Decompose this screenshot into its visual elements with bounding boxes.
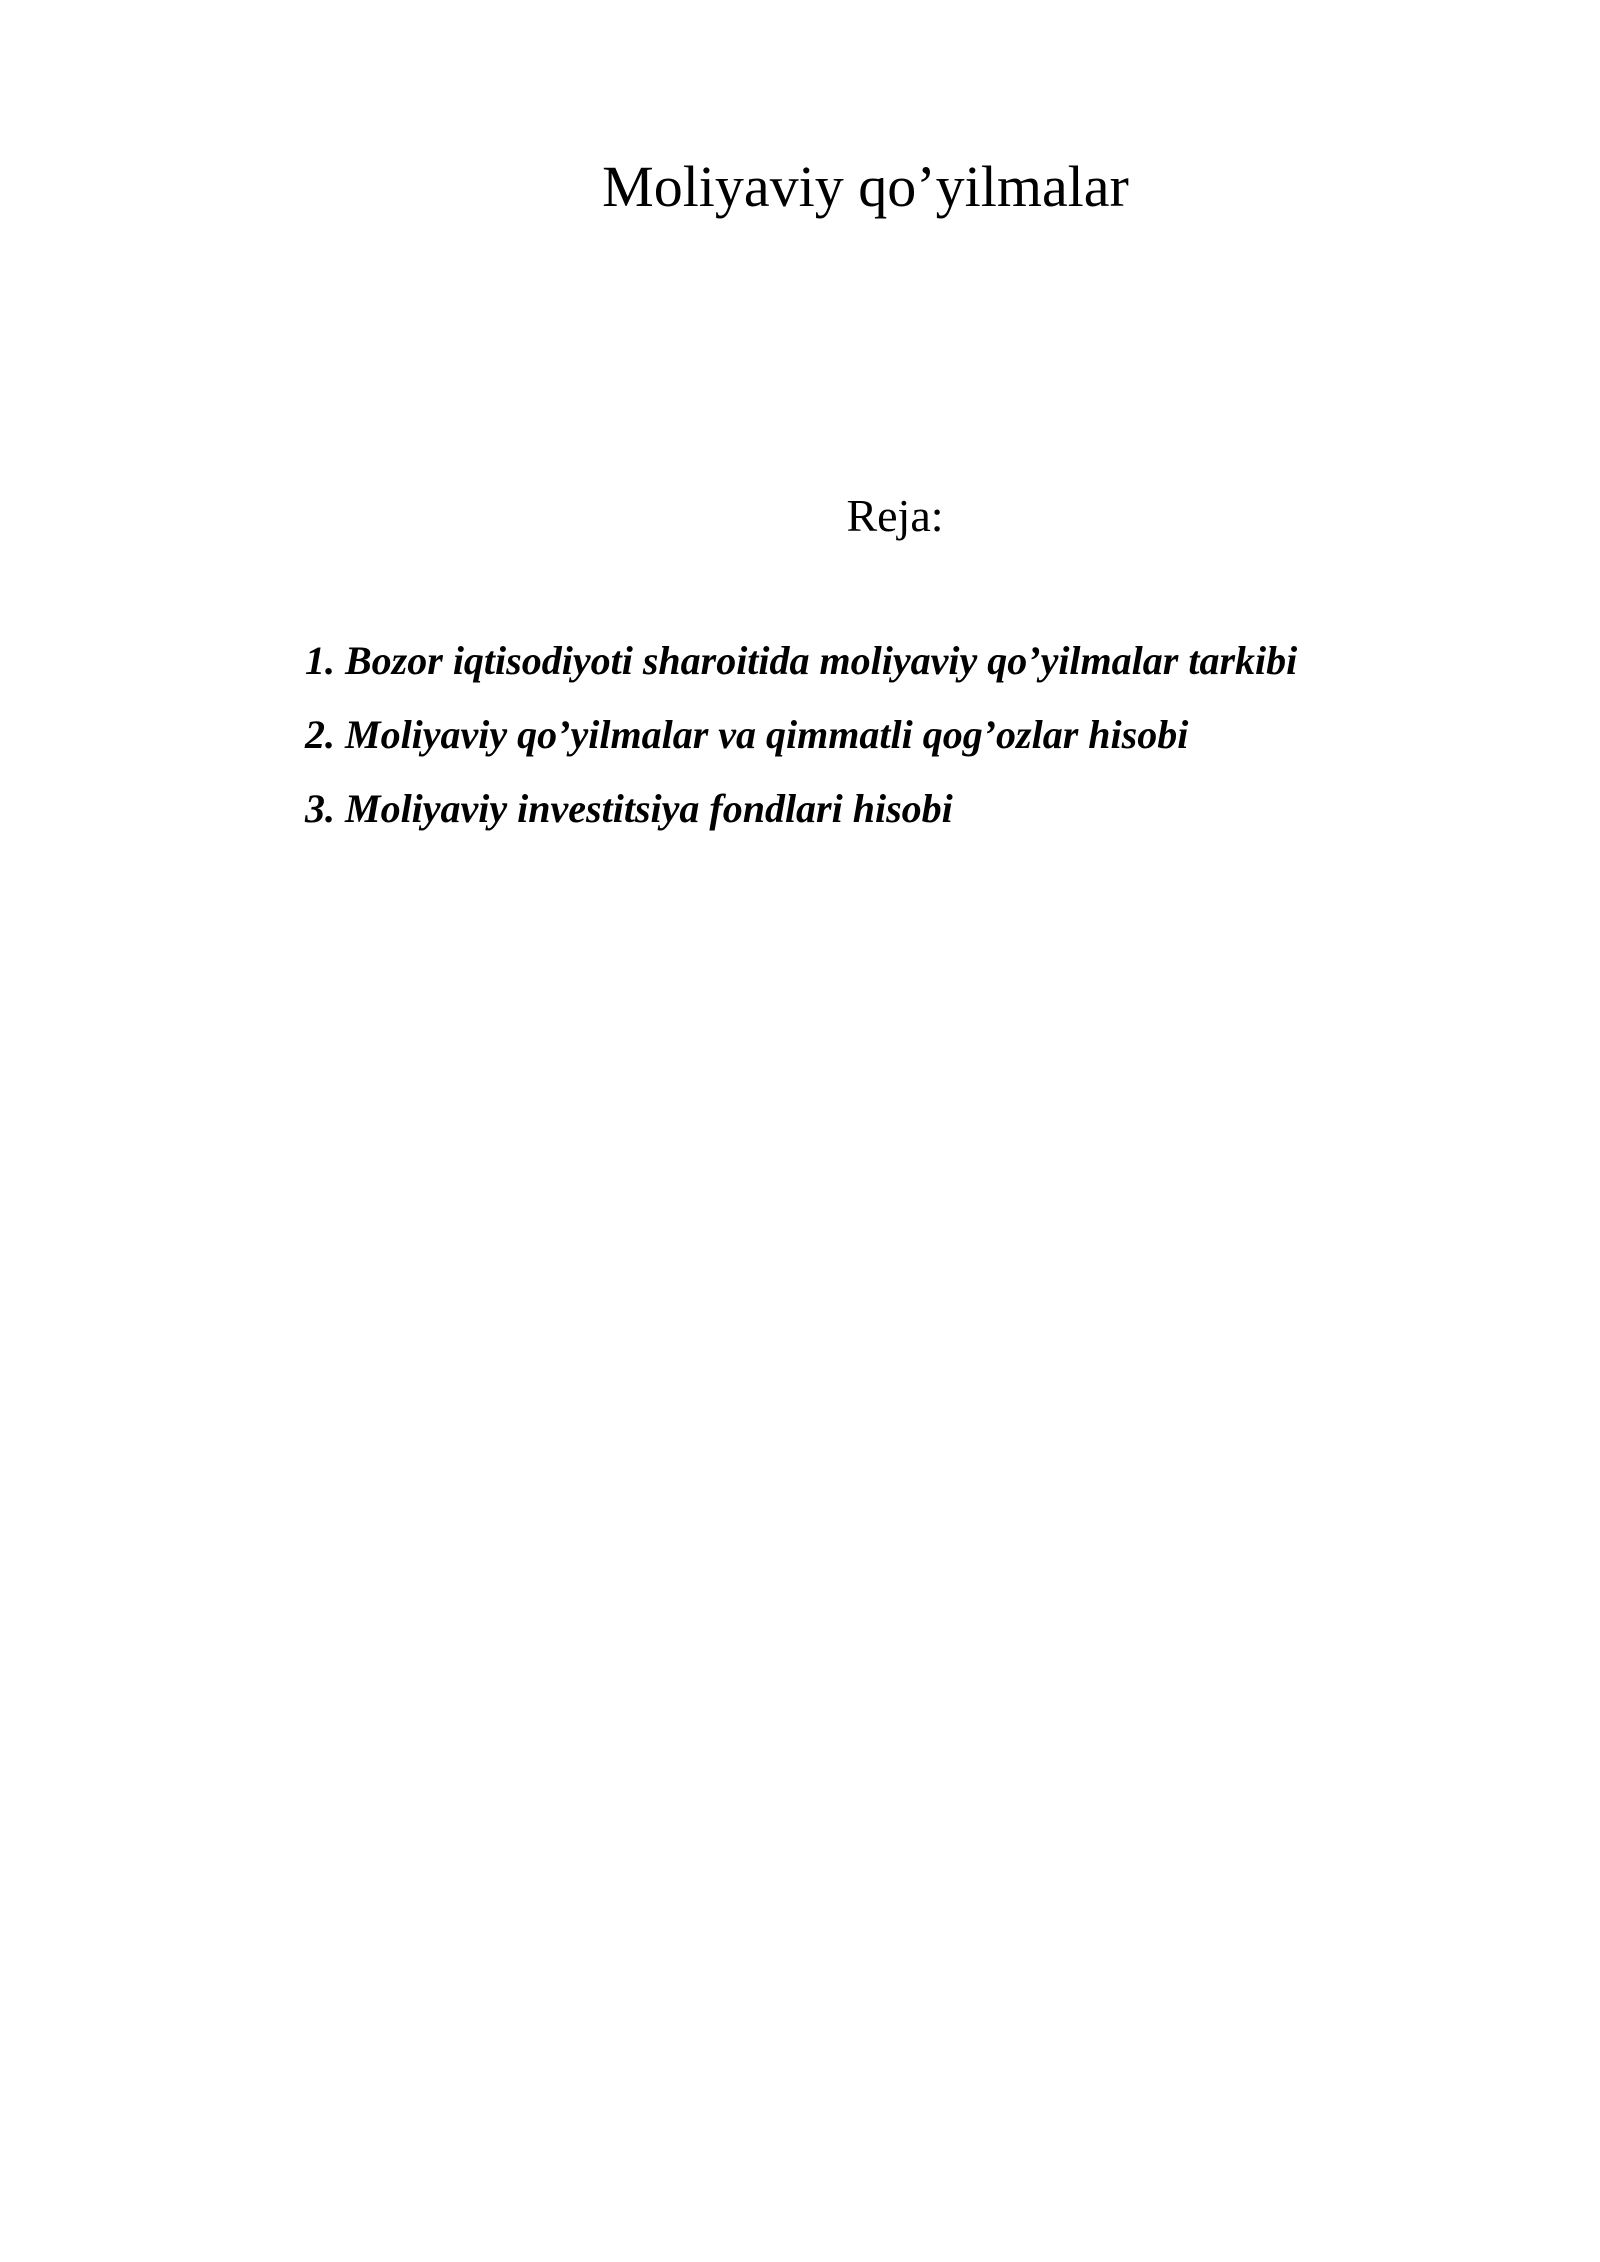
plan-item-3: 3. Moliyaviy investitsiya fondlari hisobi [305,786,953,831]
plan-list [305,636,1485,858]
plan-heading: Reja: [846,490,944,541]
plan-item-2: 2. Moliyaviy qo’yilmalar va qimmatli qog’ozlar hisobi [305,712,1189,757]
document-title: Moliyaviy qo’yilmalar [602,154,1129,219]
plan-item-1: 1. Bozor iqtisodiyoti sharoitida moliyaviy qo’yilmalar tarkibi [305,638,1298,683]
